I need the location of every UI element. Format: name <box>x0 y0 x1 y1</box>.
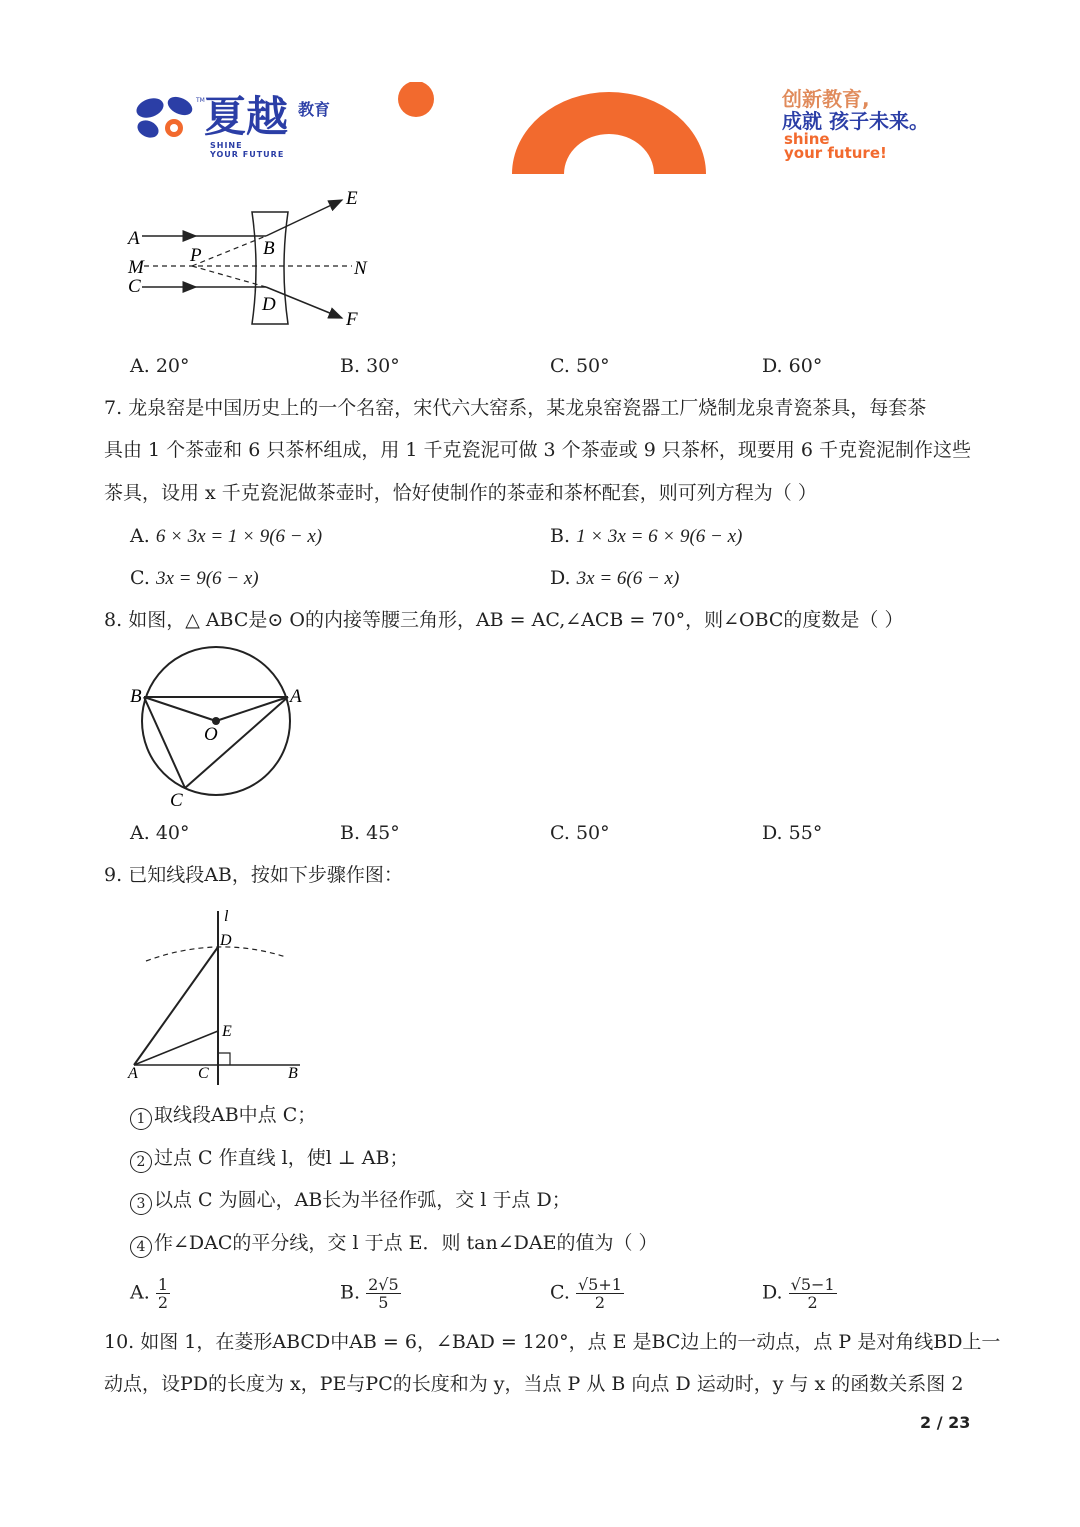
logo-sub2: YOUR FUTURE <box>210 150 285 159</box>
q7-option-d[interactable]: D. 3x = 6(6 − x) <box>550 567 680 589</box>
q8-label-b: B <box>130 686 142 707</box>
q8-label-a: A <box>290 686 302 707</box>
slogan-line4: your future! <box>784 144 887 162</box>
q9-option-d[interactable]: D. $\frac{√5-1}{2}$ <box>762 1275 835 1312</box>
slogan-line3: shine <box>784 130 830 148</box>
q8-option-c[interactable]: C. 50° <box>550 822 610 844</box>
q8-label-c: C <box>170 790 183 811</box>
q8-option-d[interactable]: D. 55° <box>762 822 823 844</box>
logo-tm: TM <box>196 97 205 104</box>
q10-line2: 动点，设PD的长度为 x，PE与PC的长度和为 y，当点 P 从 B 向点 D 运动时，y 与 x 的函数关系图 2 <box>104 1373 964 1395</box>
q9-step-2: 2 过点 C 作直线 l，使l ⊥ AB； <box>130 1149 408 1173</box>
q9-option-c[interactable]: C. $\frac{√5+1}{2}$ <box>550 1275 622 1312</box>
q9-label-l: l <box>224 908 229 925</box>
q6-lens-figure <box>120 184 380 334</box>
q9-step-4: 4 作∠DAC的平分线，交 l 于点 E．则 tan∠DAE的值为（ ） <box>130 1234 658 1258</box>
q6-label-n: N <box>354 258 367 279</box>
q7-option-a[interactable]: A. 6 × 3x = 1 × 9(6 − x) <box>130 525 323 547</box>
q9-step-3: 3 以点 C 为圆心，AB长为半径作弧，交 l 于点 D； <box>130 1191 571 1215</box>
logo-brand: 夏越 <box>204 92 289 141</box>
q7-option-b[interactable]: B. 1 × 3x = 6 × 9(6 − x) <box>550 525 743 547</box>
q6-label-p: P <box>190 245 202 266</box>
q9-option-a[interactable]: A. $\frac{1}{2}$ <box>130 1275 168 1312</box>
q10-line1: 10. 如图 1，在菱形ABCD中AB = 6，∠BAD = 120°，点 E 是BC边上的一动点，点 P 是对角线BD上一 <box>104 1331 1001 1353</box>
slogan-line1: 创新教育, <box>782 87 870 111</box>
q7-line3: 茶具，设用 x 千克瓷泥做茶壶时，恰好使制作的茶壶和茶杯配套，则可列方程为（ ） <box>104 482 817 504</box>
q9-label-c: C <box>198 1065 209 1082</box>
q9-label-d: D <box>220 932 232 949</box>
q6-label-f: F <box>346 309 358 330</box>
q9-step-1: 1 取线段AB中点 C； <box>130 1106 316 1130</box>
q6-label-e: E <box>346 188 358 209</box>
orange-arch-icon <box>512 92 706 174</box>
q9-option-b[interactable]: B. $\frac{2√5}{5}$ <box>340 1275 399 1312</box>
q6-label-d: D <box>262 294 276 315</box>
logo-suffix: 教育 <box>298 100 331 119</box>
slogan-line2: 成就 孩子未来。 <box>782 109 929 133</box>
q8-text: 8. 如图，△ ABC是⊙ O的内接等腰三角形，AB = AC,∠ACB = 70°，则∠OBC的度数是（ ） <box>104 609 904 631</box>
q6-option-d[interactable]: D. 60° <box>762 355 823 377</box>
q9-label-a: A <box>128 1065 138 1082</box>
q9-label-e: E <box>222 1023 232 1040</box>
orange-dot-icon <box>398 82 434 117</box>
q9-label-b: B <box>288 1065 298 1082</box>
page-number: 2 / 23 <box>920 1413 971 1432</box>
logo-sub1: SHINE <box>210 141 243 150</box>
brand-logo-icon <box>134 96 198 142</box>
q9-text: 9. 已知线段AB，按如下步骤作图： <box>104 864 403 886</box>
q6-option-a[interactable]: A. 20° <box>130 355 190 377</box>
q6-option-c[interactable]: C. 50° <box>550 355 610 377</box>
q6-label-a: A <box>128 228 140 249</box>
q6-option-b[interactable]: B. 30° <box>340 355 400 377</box>
q6-label-m: M <box>128 257 144 278</box>
q8-option-b[interactable]: B. 45° <box>340 822 400 844</box>
decorative-shapes <box>396 82 716 178</box>
q9-construction-figure <box>124 905 314 1085</box>
q8-circle-figure <box>124 640 314 815</box>
q8-label-o: O <box>204 724 218 745</box>
q7-line1: 7. 龙泉窑是中国历史上的一个名窑，宋代六大窑系，某龙泉窑瓷器工厂烧制龙泉青瓷茶具，每套茶 <box>104 397 927 419</box>
q7-option-c[interactable]: C. 3x = 9(6 − x) <box>130 567 259 589</box>
q6-label-c: C <box>128 276 141 297</box>
q8-option-a[interactable]: A. 40° <box>130 822 190 844</box>
q7-line2: 具由 1 个茶壶和 6 只茶杯组成，用 1 千克瓷泥可做 3 个茶壶或 9 只茶杯，现要用 6 千克瓷泥制作这些 <box>104 439 972 461</box>
q6-label-b: B <box>263 238 275 259</box>
